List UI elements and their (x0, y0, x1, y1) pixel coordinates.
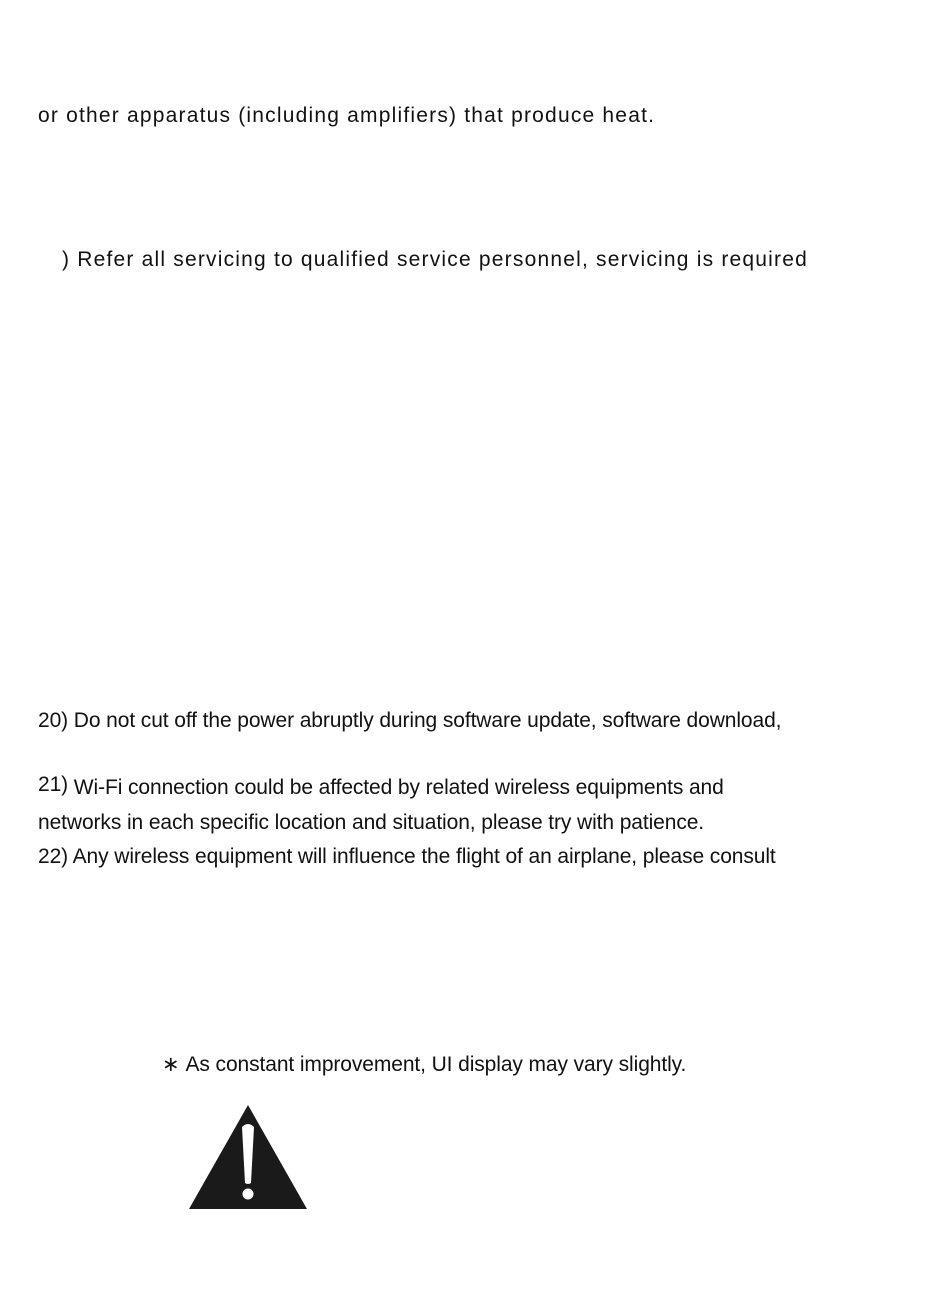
item-21-line (38, 773, 724, 799)
apparatus-heat-line: or other apparatus (including amplifiers) that produce heat. (38, 104, 656, 127)
item-21-continuation: networks in each specific location and situation, please try with patience. (38, 811, 705, 834)
ui-note-text: As constant improvement, UI display may vary slightly. (185, 1053, 687, 1076)
warning-triangle-icon (189, 1105, 307, 1209)
item-22-line: 22) Any wireless equipment will influence the flight of an airplane, please consult (38, 845, 776, 868)
ui-note-line (162, 1054, 686, 1075)
item-21-text: Wi-Fi connection could be affected by related wireless equipments and (68, 776, 724, 799)
item-21-number: 21) (38, 773, 69, 796)
asterisk-icon: ∗ (162, 1052, 180, 1076)
servicing-line: ) Refer all servicing to qualified service personnel, servicing is required (62, 248, 808, 271)
item-20-line: 20) Do not cut off the power abruptly during software update, software download, (38, 709, 782, 732)
